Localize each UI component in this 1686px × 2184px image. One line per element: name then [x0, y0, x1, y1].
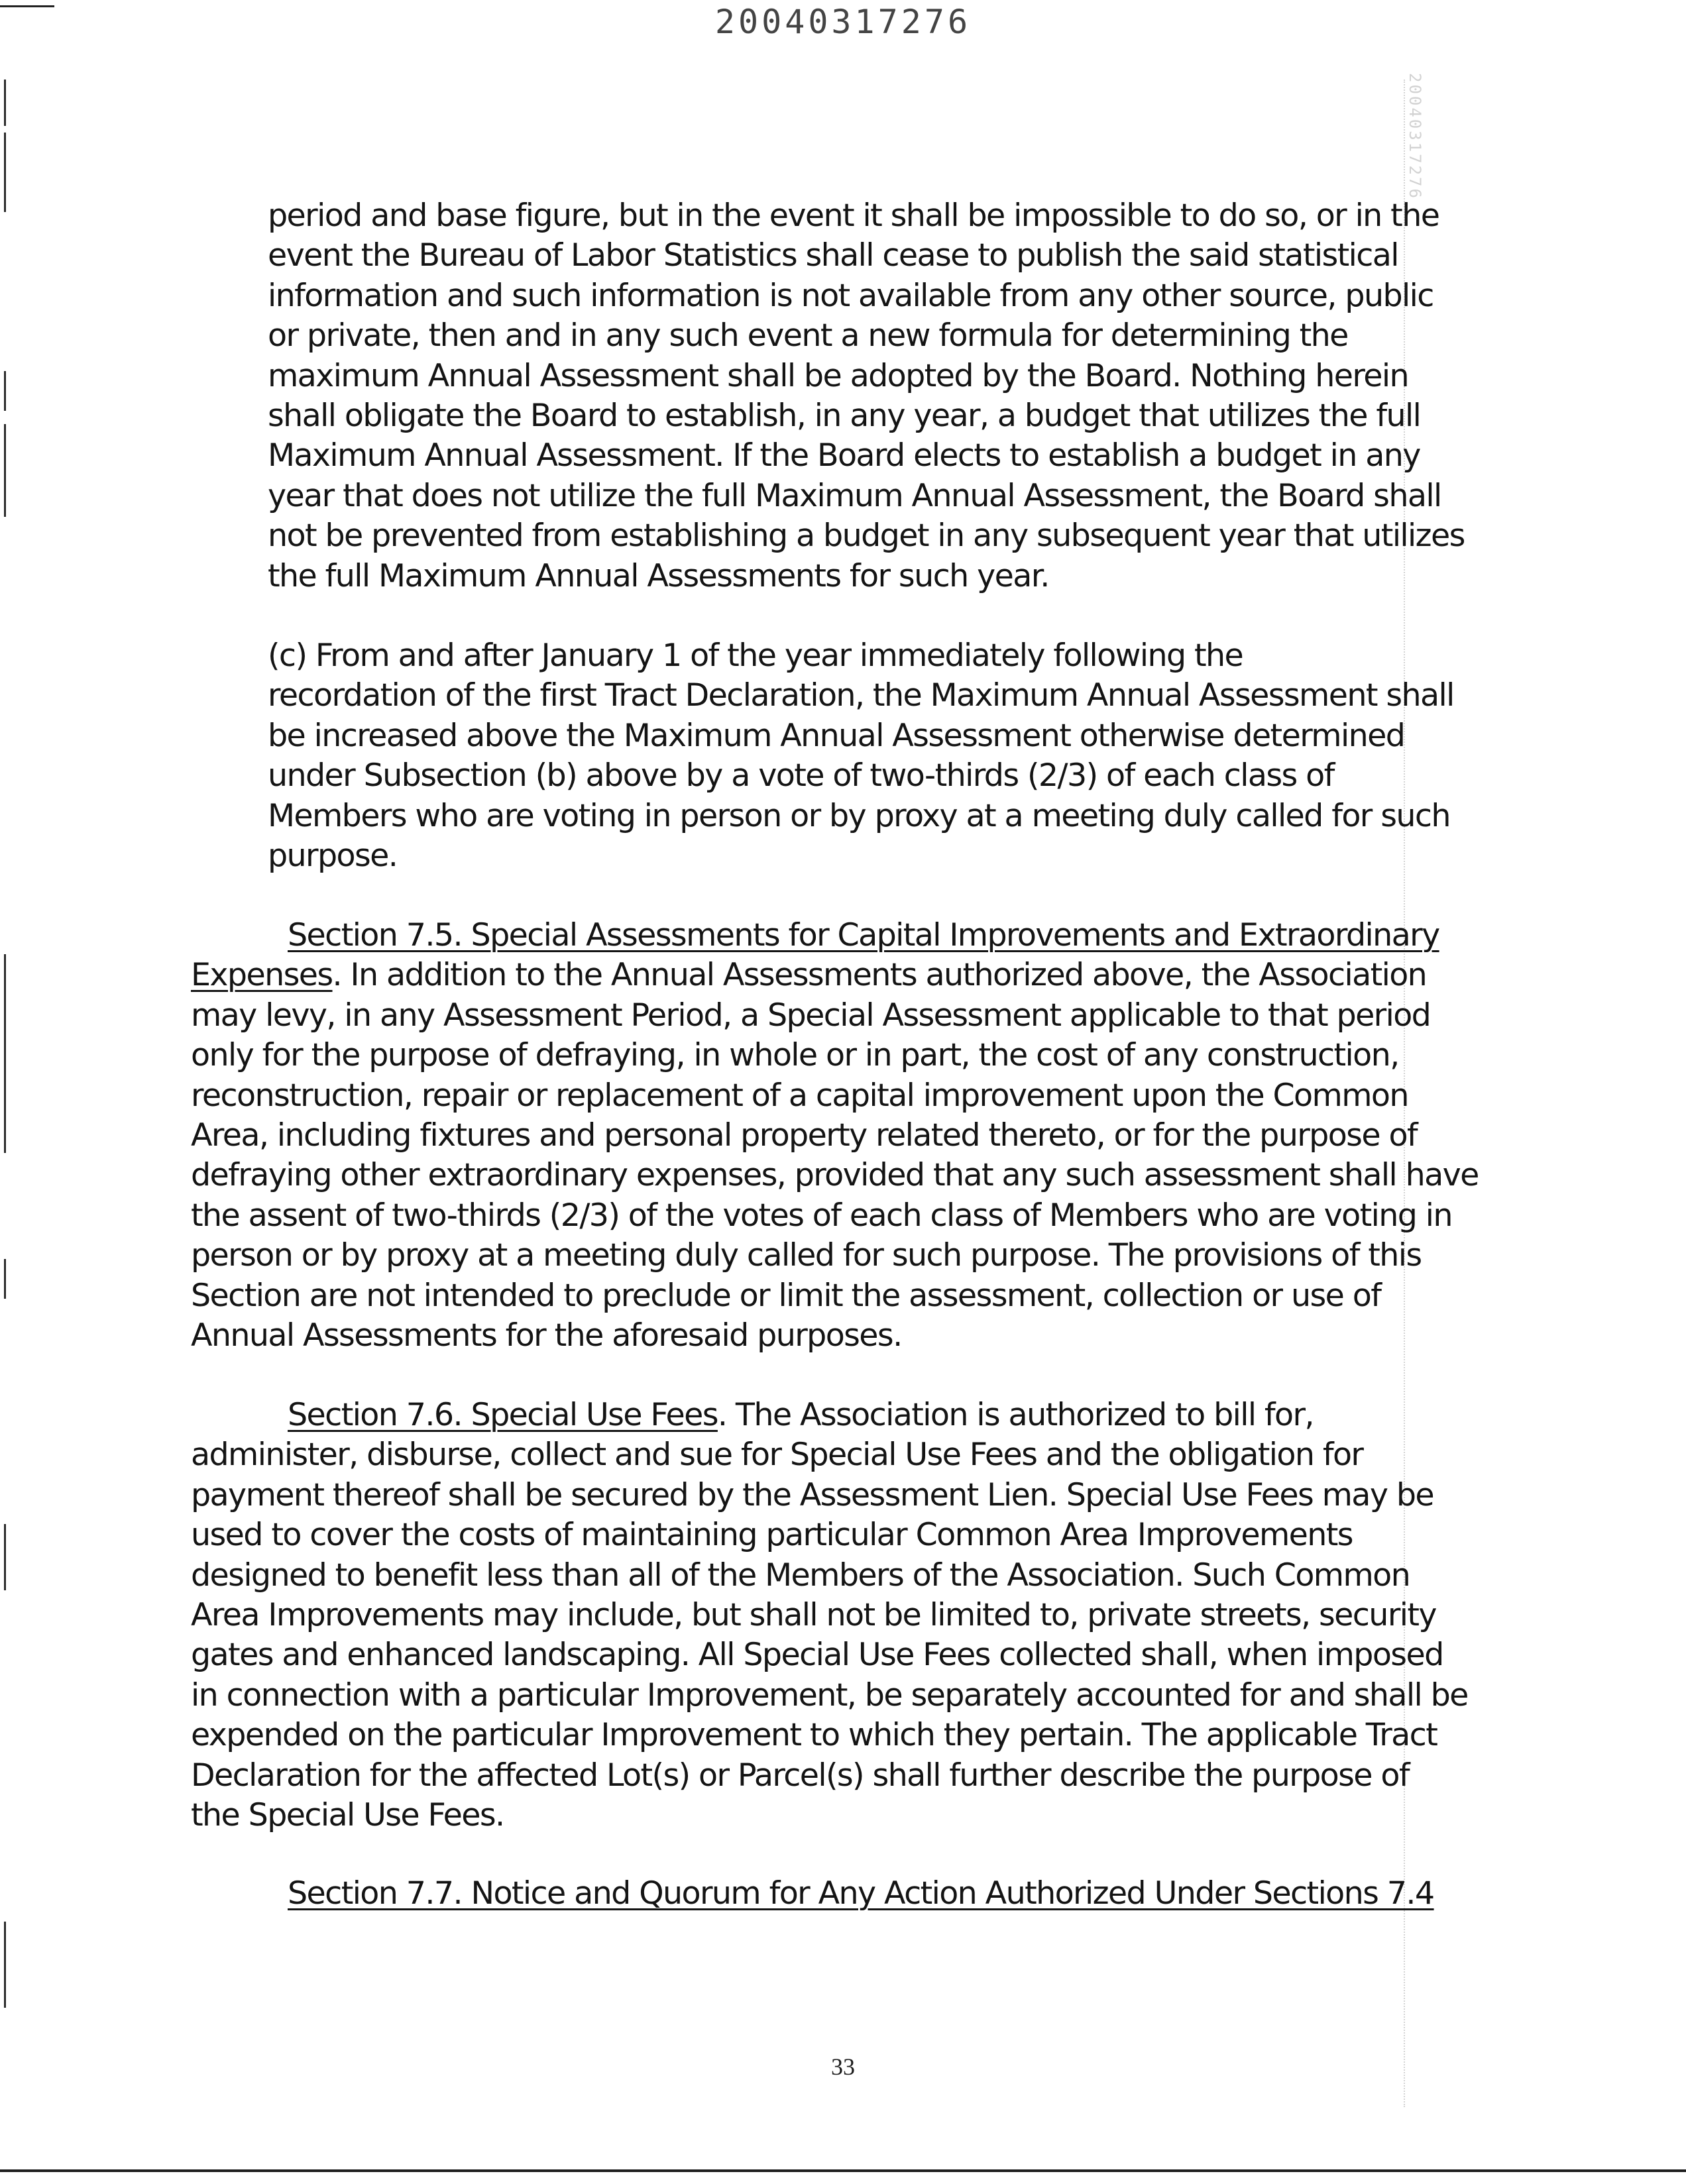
continued-paragraph: period and base figure, but in the event it shall be impossible to do so, or in the event the Bureau of Labor Statistics shall cease to publish the said statistical information and such information is not available from any other source, public or private, then and in any such event a new formula for determining the maximum Annual Assessment shall be adopted by the Board. Nothing herein shall obligate the Board to establish, in any year, a budget that utilizes the full Maximum Annual Assessment. If the Board elects to establish a budget in any year that does not utilize the full Maximum Annual Assessment, the Board shall not be prevented from establishing a budget in any subsequent year that utilizes the full Maximum Annual Assessments for such year. — [268, 197, 1465, 594]
subsection-c-paragraph: (c) From and after January 1 of the year immediately following the recordation of the first Tract Declaration, the Maximum Annual Assessment shall be increased above the Maximum Annual Assessment otherwise determined under Subsection (b) above by a vote of two-thirds (2/3) of each class of Members who are voting in person or by proxy at a meeting duly called for such purpose. — [268, 637, 1454, 875]
scan-edge-mark — [4, 371, 6, 411]
section-7-5-heading-continued: Expenses — [191, 957, 333, 994]
section-7-6-body-first: . The Association is authorized to bill for, — [717, 1397, 1314, 1433]
scan-edge-mark — [4, 1922, 6, 2008]
margin-recording-stamp: 20040317276 — [1406, 73, 1424, 200]
scan-edge-mark — [4, 1259, 6, 1299]
section-7-6-heading: Section 7.6. Special Use Fees — [288, 1397, 718, 1433]
section-7-7-heading: Section 7.7. Notice and Quorum for Any Action Authorized Under Sections 7.4 — [288, 1875, 1434, 1912]
section-7-5-heading: Section 7.5. Special Assessments for Capital Improvements and Extraordinary — [288, 917, 1439, 954]
section-7-7 — [288, 1874, 1434, 1914]
section-7-5 — [191, 916, 1479, 1356]
scan-edge-mark — [4, 1524, 6, 1590]
section-7-5-body: may levy, in any Assessment Period, a Special Assessment applicable to that period only for the purpose of defraying, in whole or in part, the cost of any construction, reconstruction, repair or replacement of a capital improvement upon the Common Area, including fixtures and personal property related thereto, or for the purpose of defraying other extraordinary expenses, provided that any such assessment shall have the assent of two-thirds (2/3) of the votes of each class of Members who are voting in person or by proxy at a meeting duly called for such purpose. The provisions of this Section are not intended to preclude or limit the assessment, collection or use of Annual Assessments for the aforesaid purposes. — [191, 997, 1479, 1354]
scan-edge-mark — [4, 133, 6, 212]
scan-edge-mark — [4, 80, 6, 126]
bottom-edge-rule — [0, 2169, 1686, 2172]
document-number: 20040317276 — [714, 3, 972, 41]
section-7-5-body-first: . In addition to the Annual Assessments authorized above, the Association — [332, 957, 1427, 994]
scan-edge-mark — [4, 424, 6, 517]
section-7-6-body: administer, disburse, collect and sue for Special Use Fees and the obligation for payment thereof shall be secured by the Assessment Lien. Special Use Fees may be used to cover the costs of maintaining particular Common Area Improvements designed to benefit less than all of the Members of the Association. Such Common Area Improvements may include, but shall not be limited to, private streets, security gates and enhanced landscaping. All Special Use Fees collected shall, when imposed in connection with a particular Improvement, be separately accounted for and shall be expended on the particular Improvement to which they pertain. The applicable Tract Declaration for the affected Lot(s) or Parcel(s) shall further describe the purpose of the Special Use Fees. — [191, 1437, 1468, 1834]
scan-edge-mark — [4, 954, 6, 1153]
section-7-6 — [191, 1395, 1468, 1835]
page-number: 33 — [831, 2053, 855, 2080]
